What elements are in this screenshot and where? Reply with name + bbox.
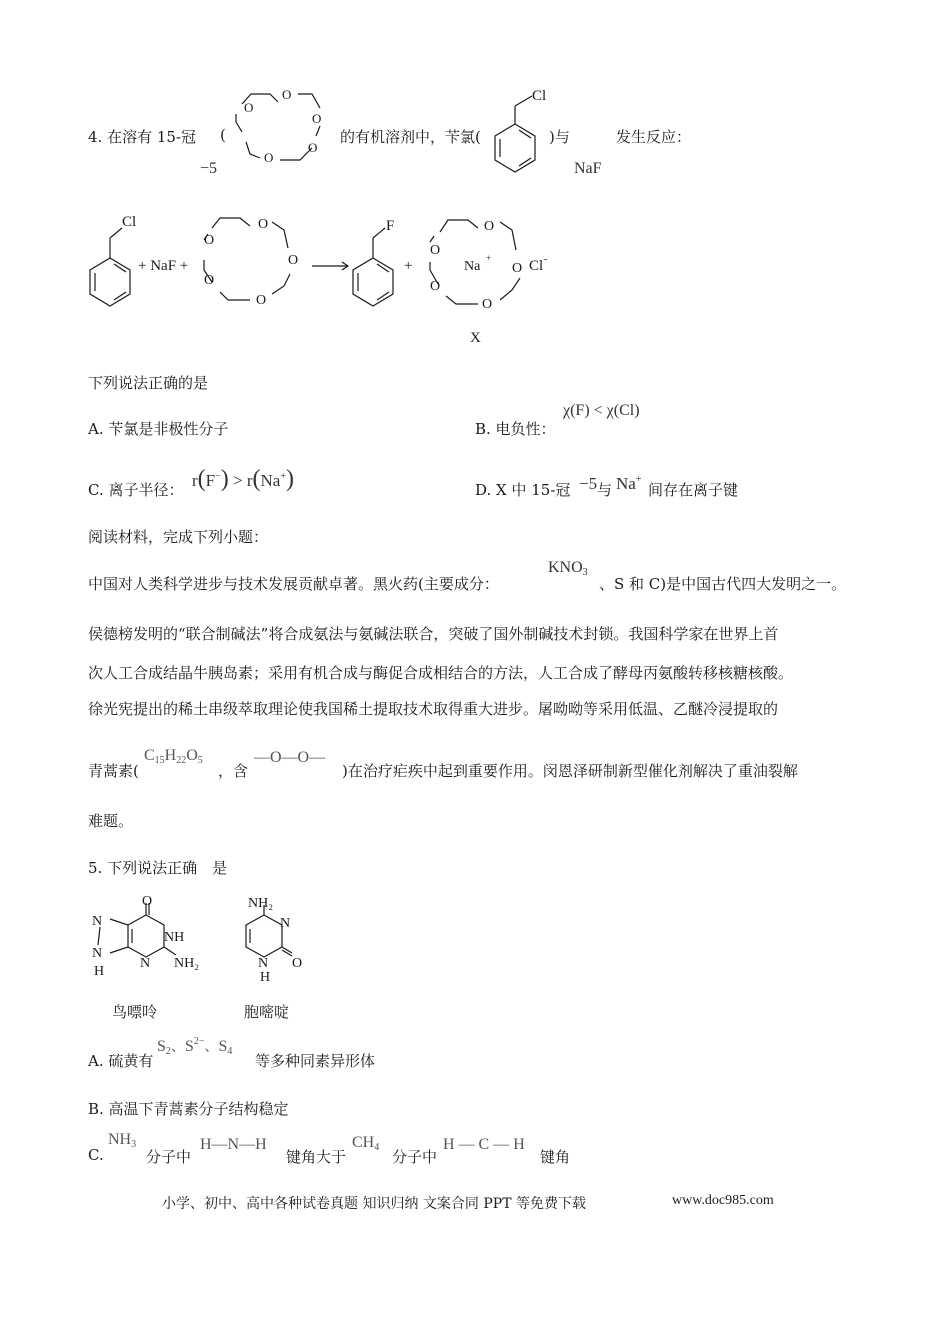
o-atom: O — [256, 293, 267, 308]
q5-stem: 5. 下列说法正确 是 — [88, 859, 228, 877]
n-atom: N — [258, 956, 269, 971]
svg-text:+: + — [486, 253, 492, 263]
reading-line1-a: 中国对人类科学进步与技术发展贡献卓著。黑火药(主要成分： — [88, 575, 499, 593]
reading-intro: 阅读材料，完成下列小题： — [88, 528, 269, 546]
reading-line6: 难题。 — [88, 812, 134, 830]
sodium-ion: Na — [260, 471, 281, 490]
n-atom: N — [92, 946, 103, 961]
cytosine-structure — [218, 895, 308, 995]
sulfur-allotropes: $S_2$、$S^{2-}$、$S_4$ — [157, 1036, 233, 1057]
o-atom: O — [142, 894, 153, 909]
h-atom: H — [94, 964, 105, 979]
option-b-formula: χ(F) < χ(Cl) — [563, 402, 640, 419]
hch-angle: H — C — H — [443, 1136, 525, 1153]
q4-prompt: 下列说法正确的是 — [88, 374, 209, 392]
nh2-group: NH₂ — [248, 896, 274, 911]
artemisinin-formula: $C_{15}H_{22}O_5$ — [144, 747, 203, 766]
o-atom: O — [430, 243, 441, 258]
reading-line4: 徐光宪提出的稀土串级萃取理论使我国稀土提取技术取得重大进步。屠呦呦等采用低温、乙醚冷浸提取的 — [88, 700, 779, 718]
q4-stem-d: 发生反应： — [616, 128, 692, 146]
option-d-b: −5 — [579, 474, 598, 493]
h-atom: H — [260, 970, 271, 985]
q5-option-a-a: A. 硫黄有 — [88, 1052, 154, 1070]
o-atom: O — [482, 297, 493, 312]
cl-atom: Cl — [122, 214, 137, 230]
f-atom: F — [386, 218, 395, 234]
q4-stem-a: 4. 在溶有 15-冠 — [88, 128, 197, 146]
nh2-group: NH₂ — [174, 956, 200, 971]
fluoride-ion: F — [205, 471, 216, 490]
option-d-c: 与 — [597, 481, 613, 499]
option-d-a: D. X 中 15-冠 — [475, 481, 571, 499]
option-b: B. 电负性： — [475, 420, 556, 438]
o-atom: O — [308, 140, 318, 155]
peroxide-group: —O—O— — [254, 749, 326, 766]
option-c: C. 离子半径： — [88, 481, 184, 499]
option-a: A. 苄氯是非极性分子 — [88, 420, 229, 438]
option-d-na: Na+ — [616, 474, 642, 493]
radius-r: r — [192, 471, 198, 490]
cytosine-name: 胞嘧啶 — [244, 1003, 290, 1021]
na-ion: Na — [464, 259, 481, 274]
svg-text:-: - — [544, 254, 548, 265]
eq-plus-2: + — [404, 258, 413, 274]
o-atom: O — [282, 87, 292, 102]
guanine-name: 鸟嘌呤 — [112, 1003, 158, 1021]
q5-option-c-a: C. — [88, 1146, 104, 1164]
hnh-angle: H—N—H — [200, 1136, 267, 1153]
n-atom: N — [280, 916, 291, 931]
q5-option-c-e: 键角 — [540, 1148, 571, 1166]
nh3-formula: $NH_3$ — [108, 1131, 137, 1150]
gt-r: > r — [233, 471, 253, 490]
option-d-e: 间存在离子键 — [648, 481, 739, 499]
reading-line5-c: )在治疗疟疾中起到重要作用。闵恩泽研制新型催化剂解决了重油裂解 — [342, 762, 798, 780]
crown-suffix: −5 — [200, 160, 218, 177]
o-atom: O — [204, 273, 215, 288]
q5-option-c-c: 键角大于 — [286, 1148, 347, 1166]
product-x-label: X — [470, 330, 481, 346]
o-atom: O — [258, 217, 269, 232]
reading-line3: 次人工合成结晶牛胰岛素；采用有机合成与酶促合成相结合的方法，人工合成了酵母丙氨酸转移核糖核酸。 — [88, 664, 794, 682]
n-atom: N — [140, 956, 151, 971]
q5-option-c-d: 分子中 — [392, 1148, 438, 1166]
footer-url[interactable]: www.doc985.com — [672, 1193, 774, 1208]
paren-open: ( — [220, 126, 226, 144]
nh-group: NH — [164, 930, 185, 945]
q5-option-c-b: 分子中 — [146, 1148, 192, 1166]
kno3-formula: $KNO_3$ — [548, 559, 588, 578]
crown-ether-small — [220, 82, 340, 177]
ch4-formula: $CH_4$ — [352, 1134, 380, 1153]
q5-option-b: B. 高温下青蒿素分子结构稳定 — [88, 1100, 289, 1118]
reading-line2: 侯德榜发明的“联合制碱法”将合成氨法与氨碱法联合，突破了国外制碱技术封锁。我国科学家在世界上首 — [88, 625, 779, 643]
cl-ion: Cl — [529, 258, 544, 274]
n-atom: N — [92, 914, 103, 929]
guanine-structure — [88, 895, 218, 995]
o-atom: O — [204, 233, 215, 248]
o-atom: O — [264, 150, 274, 165]
q5-option-a-b: 等多种同素异形体 — [255, 1052, 376, 1070]
o-atom: O — [512, 261, 523, 276]
o-atom: O — [244, 100, 254, 115]
reaction-scheme — [80, 200, 580, 350]
option-c-formula: r(F−) > r(Na+) — [192, 466, 294, 492]
o-atom: O — [292, 956, 303, 971]
o-atom: O — [288, 253, 299, 268]
footer-text: 小学、初中、高中各种试卷真题 知识归纳 文案合同 PPT 等免费下载 — [162, 1196, 586, 1212]
reading-line1-b: 、S 和 C)是中国古代四大发明之一。 — [599, 575, 847, 593]
naf-label: NaF — [574, 160, 602, 177]
reading-line5-a: 青蒿素( — [88, 762, 139, 780]
o-atom: O — [484, 219, 495, 234]
benzyl-chloride-small — [488, 84, 558, 184]
eq-plus-1: + NaF + — [138, 258, 189, 274]
cl-atom: Cl — [532, 88, 547, 104]
q4-stem-c: )与 — [549, 128, 570, 146]
q4-stem-b: 的有机溶剂中，苄氯( — [340, 128, 481, 146]
o-atom: O — [312, 111, 322, 126]
o-atom: O — [430, 279, 441, 294]
reading-line5-b: ，含 — [218, 762, 249, 780]
